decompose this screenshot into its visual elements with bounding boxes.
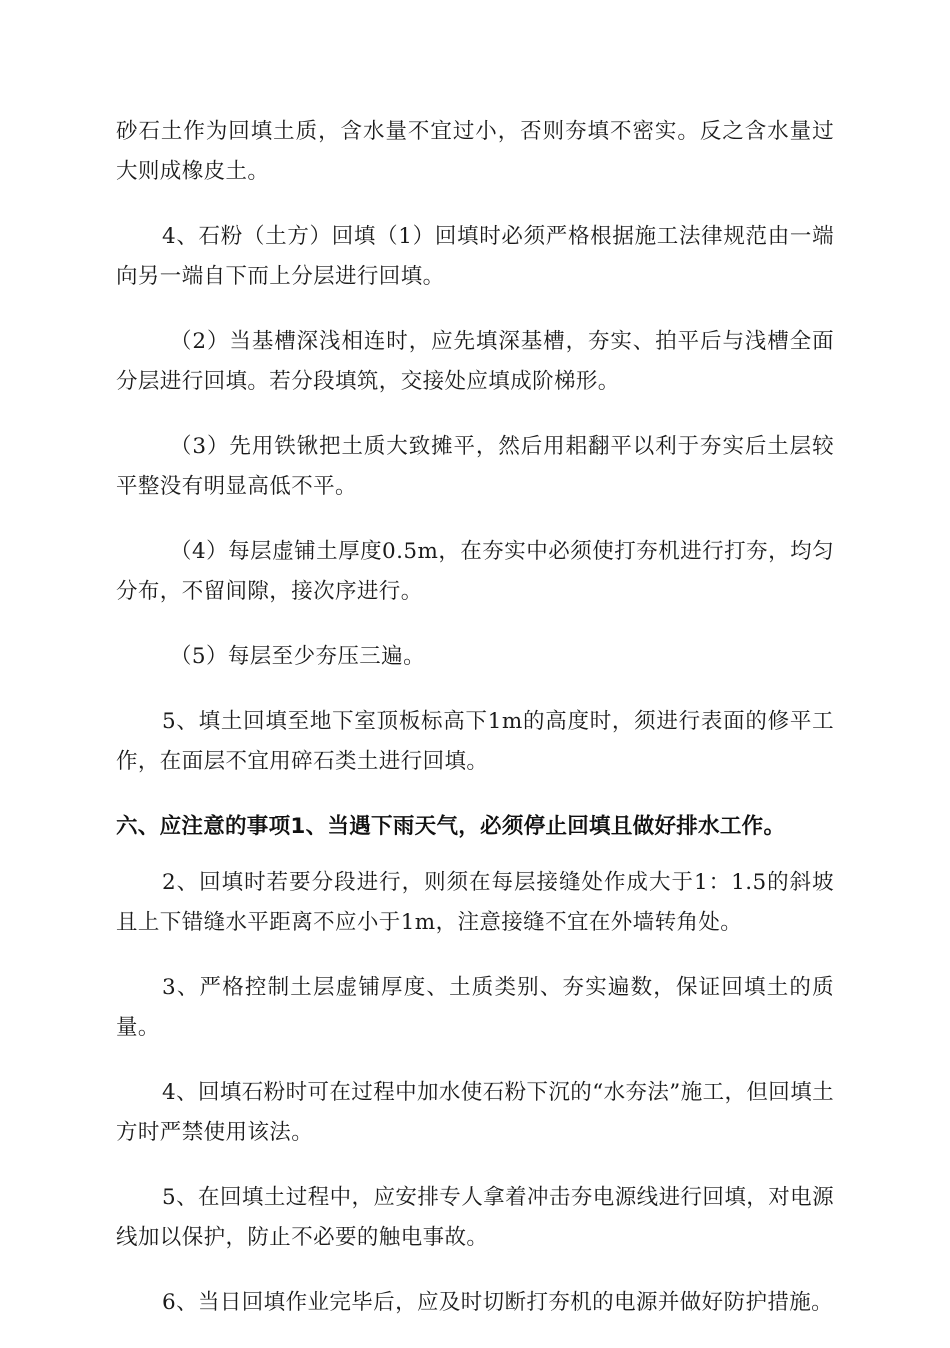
paragraph-note-6: 6、当日回填作业完毕后，应及时切断打夯机的电源并做好防护措施。 — [162, 1290, 834, 1315]
paragraph-subitem-4: （4）每层虚铺土厚度0.5m，在夯实中必须使打夯机进行打夯，均匀分布，不留间隙，接次序进行。 — [116, 539, 834, 604]
paragraph-item-4: 4、石粉（土方）回填（1）回填时必须严格根据施工法律规范由一端向另一端自下而上分层进行回填。 — [116, 224, 834, 289]
paragraph-subitem-2: （2）当基槽深浅相连时，应先填深基槽，夯实、拍平后与浅槽全面分层进行回填。若分段填筑，交接处应填成阶梯形。 — [116, 329, 834, 394]
paragraph-note-5: 5、在回填土过程中，应安排专人拿着冲击夯电源线进行回填，对电源线加以保护，防止不必要的触电事故。 — [116, 1185, 834, 1250]
paragraph-sand-soil: 砂石土作为回填土质，含水量不宜过小，否则夯填不密实。反之含水量过大则成橡皮土。 — [116, 119, 834, 184]
paragraph-note-4: 4、回填石粉时可在过程中加水使石粉下沉的“水夯法”施工，但回填土方时严禁使用该法。 — [116, 1080, 834, 1145]
paragraph-subitem-5: （5）每层至少夯压三遍。 — [170, 644, 425, 669]
document-body — [116, 112, 834, 1348]
paragraph-subitem-3: （3）先用铁锹把土质大致摊平，然后用耜翻平以利于夯实后土层较平整没有明显高低不平。 — [116, 434, 834, 499]
paragraph-item-5: 5、填土回填至地下室顶板标高下1m的高度时，须进行表面的修平工作，在面层不宜用碎石类土进行回填。 — [116, 709, 834, 774]
paragraph-note-2: 2、回填时若要分段进行，则须在每层接缝处作成大于1：1.5的斜坡且上下错缝水平距离不应小于1m，注意接缝不宜在外墙转角处。 — [116, 870, 834, 935]
section-heading: 六、应注意的事项1、当遇下雨天气，必须停止回填且做好排水工作。 — [116, 814, 786, 839]
paragraph-note-3: 3、严格控制土层虚铺厚度、土质类别、夯实遍数，保证回填土的质量。 — [116, 975, 834, 1040]
